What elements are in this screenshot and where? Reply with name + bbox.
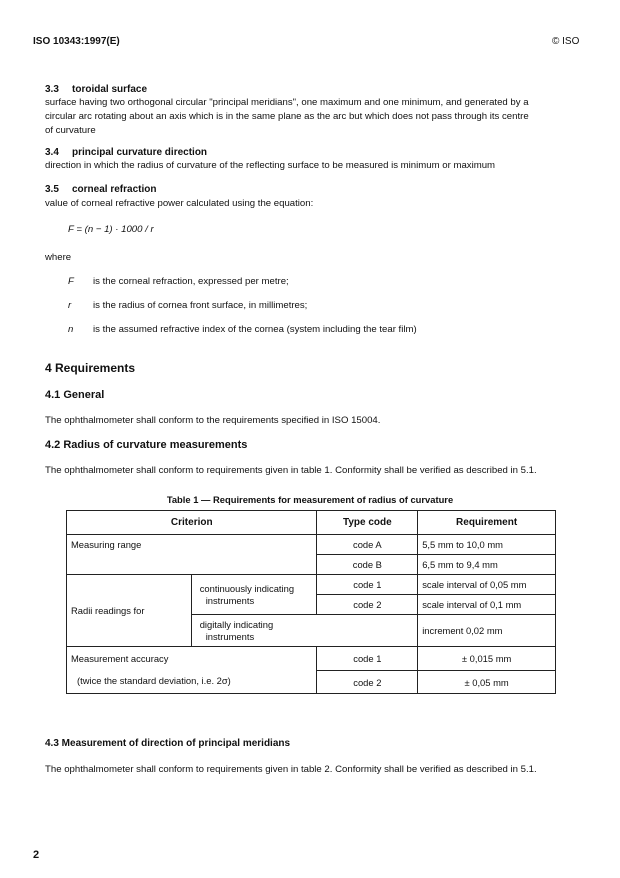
sub-criterion-line: continuously indicating (199, 582, 295, 594)
type-code-cell: code A (317, 535, 418, 555)
section-4-2-title: 4.2 Radius of curvature measurements (45, 439, 248, 451)
sub-criterion-line: digitally indicating (199, 618, 274, 630)
requirement-cell: ± 0,05 mm (418, 671, 556, 694)
header-copyright: © ISO (552, 36, 580, 47)
sub-criterion-line: instruments (205, 630, 255, 642)
section-3-3-line: of curvature (45, 125, 96, 136)
section-4-title: 4 Requirements (45, 361, 136, 375)
type-code-cell: code B (317, 555, 418, 575)
requirement-cell: ± 0,015 mm (418, 647, 556, 671)
type-code-cell: code 1 (317, 575, 418, 595)
section-4-3-title: 4.3 Measurement of direction of principal meridians (45, 738, 291, 749)
table-caption: Table 1 — Requirements for measurement of radius of curvature (166, 494, 454, 505)
requirement-cell: 6,5 mm to 9,4 mm (418, 555, 556, 575)
section-3-3-title: toroidal surface (72, 84, 148, 95)
header-standard-id: ISO 10343:1997(E) (33, 36, 120, 47)
column-header: Criterion (67, 511, 317, 535)
section-3-3-line: circular arc rotating about an axis which is in the same plane as the arc but which does not pass through its centre (45, 111, 529, 122)
def-text: is the assumed refractive index of the cornea (system including the tear film) (93, 324, 417, 335)
section-4-3-text: The ophthalmometer shall conform to requirements given in table 2. Conformity shall be verified as described in 5.1. (45, 764, 537, 775)
section-3-3-number: 3.3 (45, 84, 59, 95)
def-symbol: r (68, 300, 72, 311)
criterion-line: Measurement accuracy (71, 653, 169, 664)
requirement-cell: increment 0,02 mm (418, 615, 556, 647)
requirement-cell: 5,5 mm to 10,0 mm (418, 535, 556, 555)
type-code-cell: code 1 (317, 647, 418, 671)
section-3-3-line: surface having two orthogonal circular "principal meridians", one maximum and one minimum, and generated by a (45, 97, 529, 108)
section-4-1-text: The ophthalmometer shall conform to the requirements specified in ISO 15004. (45, 415, 381, 426)
section-3-5-number: 3.5 (45, 184, 59, 195)
section-3-4-number: 3.4 (45, 147, 59, 158)
equation: F = (n − 1) · 1000 / r (68, 224, 154, 235)
criterion-cell: Measuring range (67, 535, 317, 575)
criterion-line: (twice the standard deviation, i.e. 2σ) (77, 675, 231, 686)
def-text: is the radius of cornea front surface, in millimetres; (93, 300, 308, 311)
section-3-4-title: principal curvature direction (72, 147, 208, 158)
criterion-cell (67, 647, 317, 694)
def-symbol: F (68, 276, 74, 287)
column-header: Requirement (418, 511, 556, 535)
where-label: where (45, 252, 72, 263)
section-4-1-title: 4.1 General (45, 389, 105, 401)
type-code-cell: code 2 (317, 595, 418, 615)
sub-criterion-cell (191, 575, 317, 615)
def-text: is the corneal refraction, expressed per metre; (93, 276, 289, 287)
page-number: 2 (33, 849, 40, 861)
requirement-cell: scale interval of 0,05 mm (418, 575, 556, 595)
table-row (67, 647, 556, 671)
sub-criterion-line: instruments (205, 594, 255, 606)
type-code-cell: code 2 (317, 671, 418, 694)
section-3-5-text: value of corneal refractive power calculated using the equation: (45, 198, 314, 209)
table-row (67, 535, 556, 555)
section-3-4-text: direction in which the radius of curvature of the reflecting surface to be measured is minimum or maximum (45, 160, 496, 171)
section-4-2-text: The ophthalmometer shall conform to requirements given in table 1. Conformity shall be verified as described in 5.1. (45, 465, 537, 476)
criterion-cell: Radii readings for (67, 575, 192, 647)
table-header-row (67, 511, 556, 535)
requirement-cell: scale interval of 0,1 mm (418, 595, 556, 615)
column-header: Type code (317, 511, 418, 535)
sub-criterion-cell (191, 615, 418, 647)
def-symbol: n (68, 324, 74, 335)
requirements-table (66, 510, 556, 694)
section-3-5-title: corneal refraction (72, 184, 157, 195)
table-row (67, 575, 556, 595)
